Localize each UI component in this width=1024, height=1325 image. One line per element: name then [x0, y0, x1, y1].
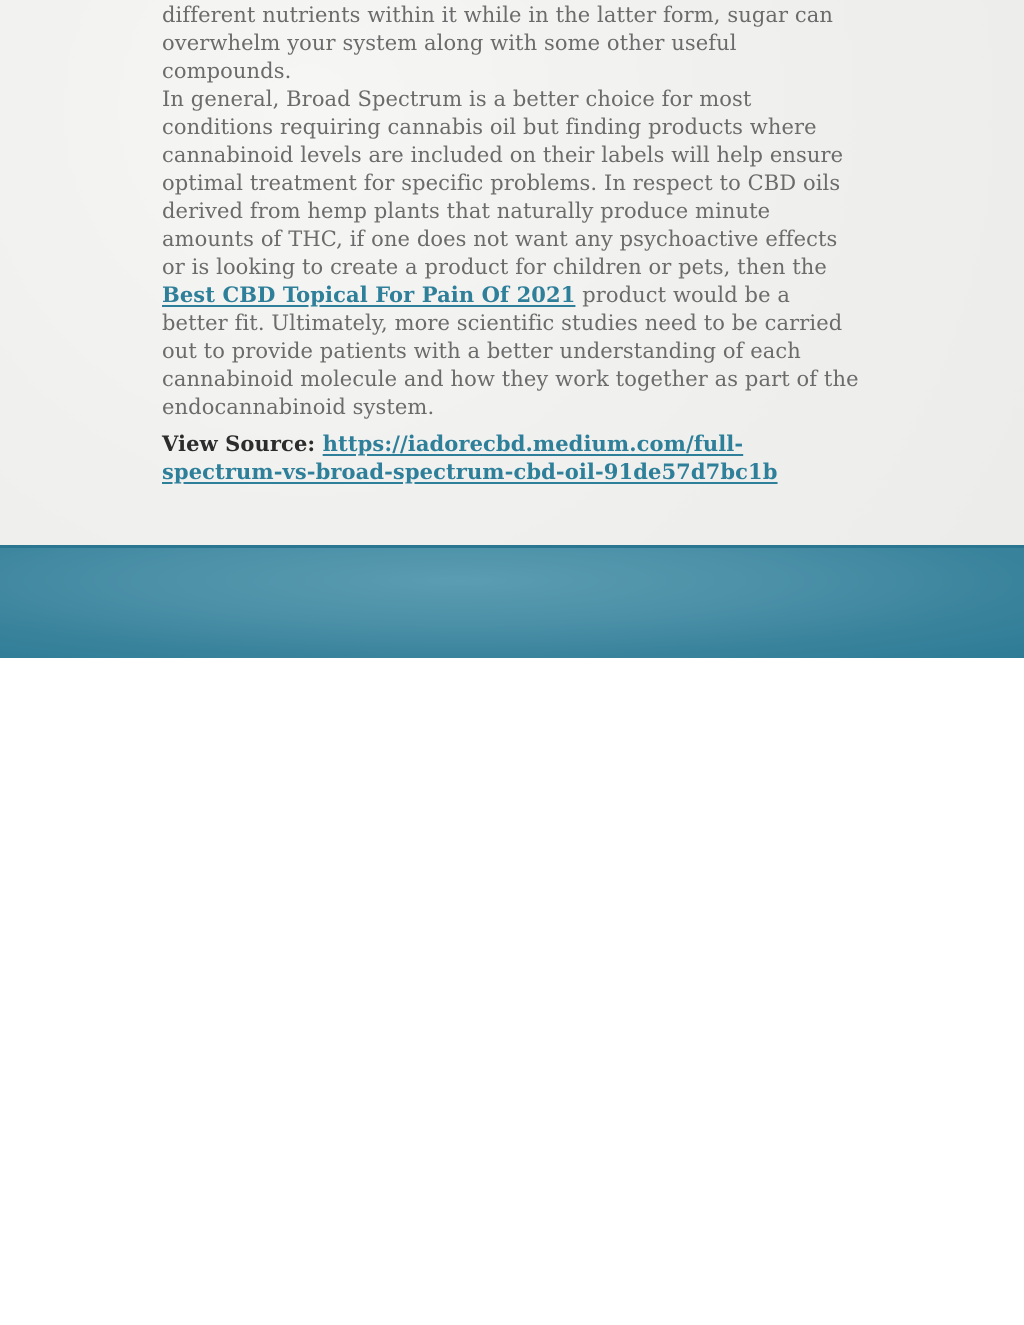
content-area: [0, 0, 1024, 545]
intro-paragraph: [162, 1, 862, 85]
main-paragraph: [162, 85, 862, 421]
intro-text: different nutrients within it while in the latter form, sugar can overwhelm your system along with some other useful compounds.: [162, 3, 834, 83]
best-cbd-topical-link[interactable]: Best CBD Topical For Pain Of 2021: [162, 282, 576, 307]
main-text-after-link: product would be a better fit. Ultimately, more scientific studies need to be carried out to provide patients with a better understanding of each cannabinoid molecule and how they work together as part of the endocannabinoid system.: [162, 283, 859, 419]
view-source-line: [162, 430, 862, 486]
footer-band: [0, 545, 1024, 658]
view-source-link[interactable]: https://iadorecbd.medium.com/full-spectrum-vs-broad-spectrum-cbd-oil-91de57d7bc1b: [162, 431, 778, 484]
main-text-before-link: In general, Broad Spectrum is a better choice for most conditions requiring cannabis oil but finding products where cannabinoid levels are included on their labels will help ensure optimal treatment for specific problems. In respect to CBD oils derived from hemp plants that naturally produce minute amounts of THC, if one does not want any psychoactive effects or is looking to create a product for children or pets, then the: [162, 87, 844, 279]
view-source-label: View Source:: [162, 431, 323, 456]
